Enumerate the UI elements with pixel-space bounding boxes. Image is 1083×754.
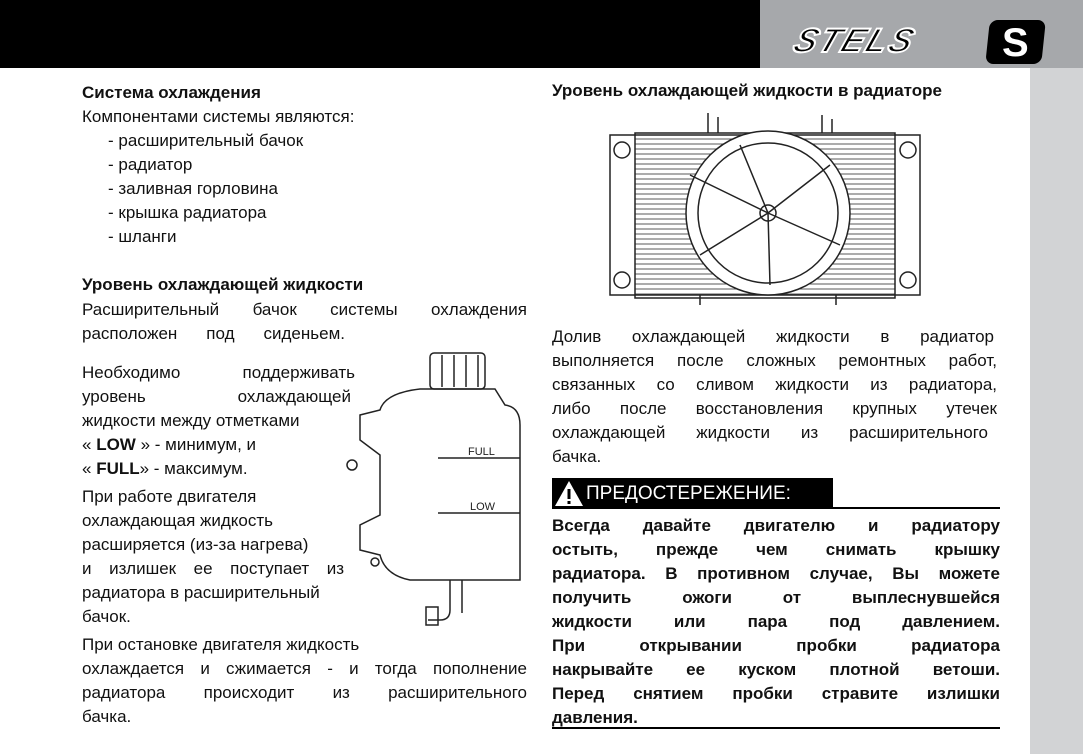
paragraph-line: выполняется после сложных ремонтных работ,: [552, 351, 997, 370]
paragraph-line: расширяется (из-за нагрева): [82, 535, 309, 554]
paragraph-line: радиатора в расширительный: [82, 583, 320, 602]
section-title: Система охлаждения: [82, 83, 261, 102]
level-title: Уровень охлаждающей жидкости: [82, 275, 364, 294]
component-item: - заливная горловина: [108, 179, 278, 198]
paragraph-line: и излишек ее поступает из: [82, 559, 344, 578]
component-item: - расширительный бачок: [108, 131, 304, 150]
paragraph-line: бачка.: [552, 447, 602, 466]
paragraph-line: Долив охлаждающей жидкости в радиатор: [552, 327, 994, 346]
quote: «: [82, 459, 97, 478]
low-mark: LOW: [470, 501, 496, 513]
paragraph-line: радиатора происходит из расширительного: [82, 683, 527, 702]
warning-triangle-icon: [552, 478, 586, 509]
warning-line: Всегда давайте двигателю и радиатору: [552, 516, 1000, 535]
warning-line: получить ожоги от выплеснувшейся: [552, 588, 1000, 607]
side-tab-strip: [1030, 68, 1083, 754]
paragraph-line: Расширительный бачок системы охлаждения: [82, 300, 527, 319]
paragraph-line: Необходимо поддерживать: [82, 363, 355, 382]
warning-line: остыть, прежде чем снимать крышку: [552, 540, 1000, 559]
paragraph-line: либо после восстановления крупных утечек: [552, 399, 997, 418]
paragraph-line: связанных со сливом жидкости из радиатора,: [552, 375, 997, 394]
warning-line: радиатора. В противном случае, Вы можете: [552, 564, 1000, 583]
warning-line: накрывайте ее куском плотной ветоши.: [552, 660, 1000, 679]
warning-line: Перед снятием пробки стравите излишки: [552, 684, 1000, 703]
radiator-title: Уровень охлаждающей жидкости в радиаторе: [552, 81, 943, 100]
paragraph-line: При работе двигателя: [82, 487, 257, 506]
brand-logo-area: [760, 0, 1083, 68]
radiator-illustration: [600, 105, 930, 310]
low-label: LOW: [96, 435, 136, 454]
divider: [552, 727, 1000, 729]
component-item: - шланги: [108, 227, 177, 246]
svg-text:S: S: [1002, 21, 1029, 65]
warning-label: ПРЕДОСТЕРЕЖЕНИЕ:: [586, 483, 791, 504]
paragraph-line: расположен под сиденьем.: [82, 324, 345, 343]
full-label: FULL: [96, 459, 140, 478]
stels-logo: [760, 0, 1083, 68]
low-desc: » - минимум, и: [135, 435, 257, 454]
full-desc: » - максимум.: [139, 459, 248, 478]
full-mark: FULL: [468, 446, 495, 458]
expansion-tank-illustration: [330, 345, 530, 645]
paragraph-line: жидкости между отметками: [82, 411, 300, 430]
warning-line: давления.: [552, 708, 638, 727]
intro-text: Компонентами системы являются:: [82, 107, 355, 126]
paragraph-line: охлаждающая жидкость: [82, 511, 274, 530]
header-bar: [0, 0, 760, 68]
low-mark-line: [82, 434, 256, 456]
full-mark-line: [82, 458, 248, 480]
paragraph-line: уровень охлаждающей: [82, 387, 351, 406]
warning-line: жидкости или пара под давлением.: [552, 612, 1000, 631]
warning-header: [552, 478, 833, 509]
svg-text:STELS: STELS: [788, 21, 922, 60]
warning-line: При открывании пробки радиатора: [552, 636, 1000, 655]
component-item: - крышка радиатора: [108, 203, 267, 222]
paragraph-line: бачок.: [82, 607, 131, 626]
component-item: - радиатор: [108, 155, 193, 174]
paragraph-line: При остановке двигателя жидкость: [82, 635, 360, 654]
quote: «: [82, 435, 97, 454]
paragraph-line: охлаждается и сжимается - и тогда пополнение: [82, 659, 527, 678]
divider: [833, 507, 1000, 509]
paragraph-line: бачка.: [82, 707, 132, 726]
paragraph-line: охлаждающей жидкости из расширительного: [552, 423, 988, 442]
